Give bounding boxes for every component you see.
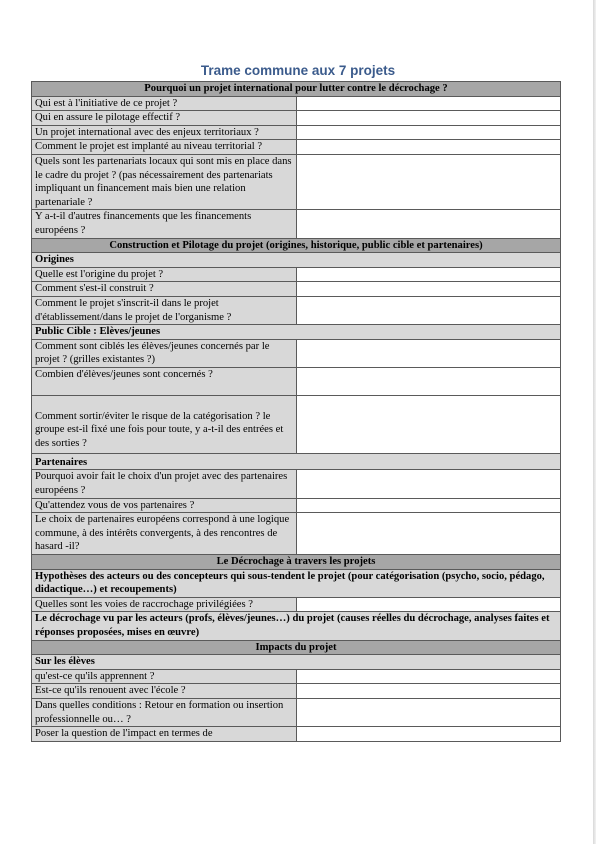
question-cell: Dans quelles conditions : Retour en formation ou insertion professionnelle ou… ? bbox=[32, 698, 297, 726]
question-row bbox=[32, 267, 561, 282]
answer-cell[interactable] bbox=[296, 210, 561, 238]
answer-cell[interactable] bbox=[296, 684, 561, 699]
answer-cell[interactable] bbox=[296, 513, 561, 555]
subsection-row bbox=[32, 453, 561, 470]
question-cell: Poser la question de l'impact en termes de bbox=[32, 727, 297, 742]
question-row bbox=[32, 498, 561, 513]
question-cell: Pourquoi avoir fait le choix d'un projet avec des partenaires européens ? bbox=[32, 470, 297, 498]
question-row bbox=[32, 684, 561, 699]
subsection-label: Partenaires bbox=[32, 453, 561, 470]
answer-cell[interactable] bbox=[296, 470, 561, 498]
answer-cell[interactable] bbox=[296, 125, 561, 140]
subsection-row bbox=[32, 253, 561, 268]
question-row bbox=[32, 727, 561, 742]
question-row bbox=[32, 96, 561, 111]
question-row bbox=[32, 339, 561, 367]
section-header: Construction et Pilotage du projet (origines, historique, public cible et partenaires) bbox=[32, 238, 561, 253]
question-cell: qu'est-ce qu'ils apprennent ? bbox=[32, 669, 297, 684]
subsection-row bbox=[32, 569, 561, 597]
section-header: Le Décrochage à travers les projets bbox=[32, 555, 561, 570]
section-header: Impacts du projet bbox=[32, 640, 561, 655]
question-row bbox=[32, 470, 561, 498]
subsection-label: Sur les élèves bbox=[32, 655, 561, 670]
answer-cell[interactable] bbox=[296, 154, 561, 209]
answer-cell[interactable] bbox=[296, 727, 561, 742]
question-cell: Est-ce qu'ils renouent avec l'école ? bbox=[32, 684, 297, 699]
question-cell: Quels sont les partenariats locaux qui sont mis en place dans le cadre du projet ? (pas nécessairement des partenariats impliquant un financement mais bien une relation partenariale ? bbox=[32, 154, 297, 209]
question-cell: Combien d'élèves/jeunes sont concernés ? bbox=[32, 367, 297, 395]
answer-cell[interactable] bbox=[296, 96, 561, 111]
subsection-label: Hypothèses des acteurs ou des concepteurs qui sous-tendent le projet (pour catégorisation (psycho, socio, pédago, didactique…) et recoupements) bbox=[32, 569, 561, 597]
answer-cell[interactable] bbox=[296, 597, 561, 612]
question-cell: Quelle est l'origine du projet ? bbox=[32, 267, 297, 282]
answer-cell[interactable] bbox=[296, 296, 561, 324]
subsection-row bbox=[32, 325, 561, 340]
question-row bbox=[32, 395, 561, 453]
subsection-label: Origines bbox=[32, 253, 561, 268]
section-header: Pourquoi un projet international pour lutter contre le décrochage ? bbox=[32, 82, 561, 97]
subsection-label: Public Cible : Elèves/jeunes bbox=[32, 325, 561, 340]
question-table-body bbox=[32, 82, 561, 742]
question-cell: Comment sortir/éviter le risque de la catégorisation ? le groupe est-il fixé une fois pour toute, y a-t-il des entrées et des sorties ? bbox=[32, 395, 297, 453]
question-row bbox=[32, 125, 561, 140]
question-cell: Comment le projet est implanté au niveau territorial ? bbox=[32, 140, 297, 155]
answer-cell[interactable] bbox=[296, 339, 561, 367]
section-header-row bbox=[32, 82, 561, 97]
question-cell: Quelles sont les voies de raccrochage privilégiées ? bbox=[32, 597, 297, 612]
answer-cell[interactable] bbox=[296, 498, 561, 513]
answer-cell[interactable] bbox=[296, 698, 561, 726]
question-cell: Comment le projet s'inscrit-il dans le projet d'établissement/dans le projet de l'organisme ? bbox=[32, 296, 297, 324]
question-cell: Qui en assure le pilotage effectif ? bbox=[32, 111, 297, 126]
question-cell: Y a-t-il d'autres financements que les financements européens ? bbox=[32, 210, 297, 238]
question-cell: Comment s'est-il construit ? bbox=[32, 282, 297, 297]
subsection-label: Le décrochage vu par les acteurs (profs, élèves/jeunes…) du projet (causes réelles du décrochage, analyses faites et réponses proposées, mises en œuvre) bbox=[32, 612, 561, 640]
section-header-row bbox=[32, 555, 561, 570]
question-row bbox=[32, 698, 561, 726]
answer-cell[interactable] bbox=[296, 282, 561, 297]
subsection-row bbox=[32, 655, 561, 670]
question-row bbox=[32, 154, 561, 209]
question-row bbox=[32, 669, 561, 684]
question-cell: Qui est à l'initiative de ce projet ? bbox=[32, 96, 297, 111]
answer-cell[interactable] bbox=[296, 367, 561, 395]
question-table bbox=[31, 81, 561, 742]
document-title: Trame commune aux 7 projets bbox=[200, 63, 396, 78]
section-header-row bbox=[32, 238, 561, 253]
question-cell: Un projet international avec des enjeux territoriaux ? bbox=[32, 125, 297, 140]
answer-cell[interactable] bbox=[296, 140, 561, 155]
question-row bbox=[32, 296, 561, 324]
question-cell: Qu'attendez vous de vos partenaires ? bbox=[32, 498, 297, 513]
subsection-row bbox=[32, 612, 561, 640]
question-row bbox=[32, 140, 561, 155]
answer-cell[interactable] bbox=[296, 111, 561, 126]
question-row bbox=[32, 210, 561, 238]
answer-cell[interactable] bbox=[296, 395, 561, 453]
question-row bbox=[32, 111, 561, 126]
answer-cell[interactable] bbox=[296, 669, 561, 684]
question-row bbox=[32, 597, 561, 612]
answer-cell[interactable] bbox=[296, 267, 561, 282]
section-header-row bbox=[32, 640, 561, 655]
question-row bbox=[32, 367, 561, 395]
question-row bbox=[32, 282, 561, 297]
question-row bbox=[32, 513, 561, 555]
question-cell: Le choix de partenaires européens correspond à une logique commune, à des intérêts convergents, à des rencontres de hasard -il? bbox=[32, 513, 297, 555]
question-cell: Comment sont ciblés les élèves/jeunes concernés par le projet ? (grilles existantes ?) bbox=[32, 339, 297, 367]
